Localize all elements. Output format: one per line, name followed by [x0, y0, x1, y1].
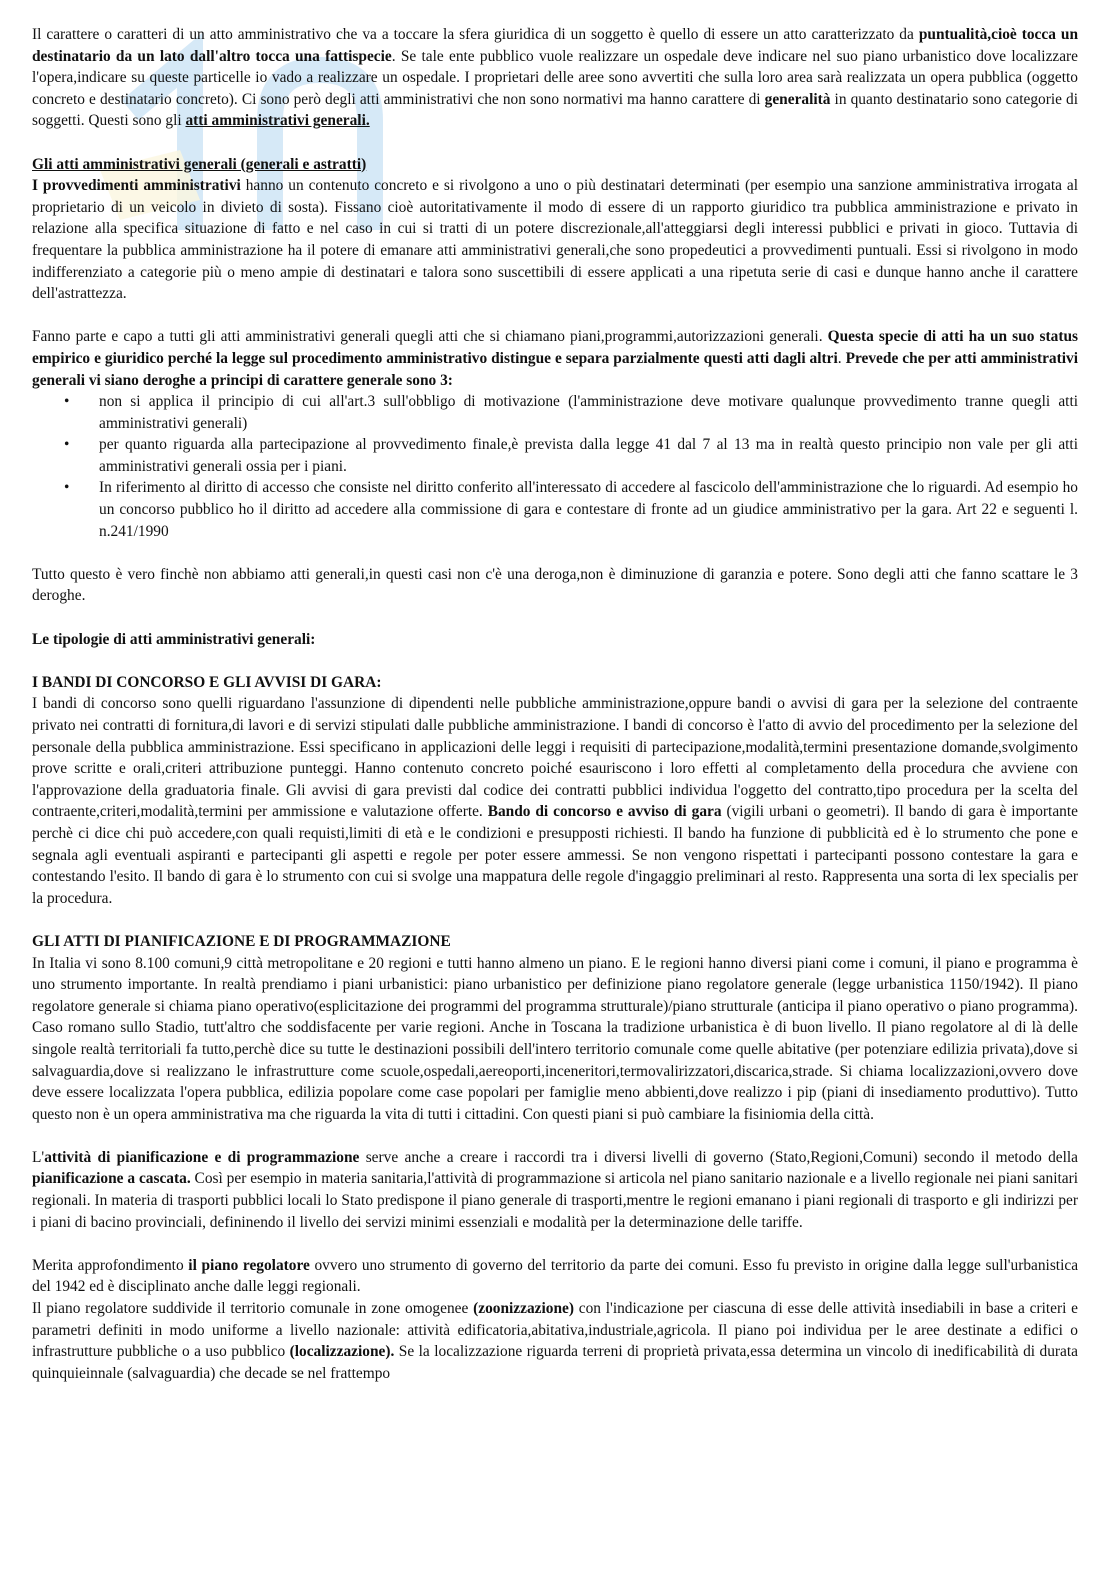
- paragraph-piani-programmi: Fanno parte e capo a tutti gli atti amministrativi generali quegli atti che si chiamano piani,programmi,autorizzazioni generali. Questa specie di atti ha un suo status empirico e giuridico perché la legge sul procedimento amministrativo distingue e separa parzialmente questi atti dagli altri. Prevede che per atti amministrativi generali vi siano deroghe a principi di carattere generale sono 3:: [32, 328, 1078, 389]
- paragraph-deroghe-summary: Tutto questo è vero finchè non abbiamo atti generali,in questi casi non c'è una deroga,non è diminuzione di garanzia e potere. Sono degli atti che fanno scattare le 3 deroghe.: [32, 565, 1078, 605]
- list-item: • In riferimento al diritto di accesso che consiste nel diritto conferito all'interessato di accedere al fascicolo dell'amministrazione che lo riguardi. Ad esempio ho un concorso pubblico ho il diritto ad accedere alla commissione di gara e contestare di fronte ad un giudice amministrativo per la gara. Art 22 e seguenti l. n.241/1990: [64, 479, 1078, 540]
- paragraph-pianificazione: In Italia vi sono 8.100 comuni,9 città metropolitane e 20 regioni e tutti hanno almeno un piano. E le regioni hanno diversi piani come i comuni, il piano e programma è uno strumento importante. In realtà prendiamo i piani urbanistici: piano urbanistico per definizione piano regolatore generale (legge urbanistica 1150/1942). Il piano regolatore generale si chiama piano operativo(esplicitazione dei programmi del programma strutturale)/piano strutturale (anticipa il piano operativo o piano programma). Caso romano sullo Stadio, tutt'altro che soddisfacente per varie regioni. Anche in Toscana la tradizione urbanistica è di buon livello. Il piano regolatore al di là delle singole realtà territoriali fa tutto,perchè dice su tutte le destinazioni possibili dell'intero territorio comunale come quelle abitative (per potenziare edilizia privata),dove si salvaguardia,dove si realizzano le infrastrutture come scuole,ospedali,aereoporti,inceneritori,termovalirizzatori,discarica,strade. Si chiama localizzazioni,ovvero dove deve essere localizzata l'opera pubblica, edilizia popolare come case popolari per famiglie meno abbienti,dove realizzo i pip (piani di insediamento produttivo). Tutto questo non è un opera amministrativa ma che riguarda la vita di tutti i cittadini. Con questi piani si può cambiare la fisiniomia della città.: [32, 954, 1078, 1123]
- section-title-pianificazione: GLI ATTI DI PIANIFICAZIONE E DI PROGRAMMAZIONE: [32, 932, 451, 950]
- paragraph-bandi: I bandi di concorso sono quelli riguardano l'assunzione di dipendenti nelle pubbliche amministrazione,oppure bandi o avvisi di gara per la selezione del contraente privato nei contratti di fornitura,di lavori e di servizi stipulati dalle pubbliche amministrazione. I bandi di concorso è l'atto di avvio del procedimento per la selezione del personale della pubblica amministrazione. Essi specificano in applicazioni delle leggi i requisiti di partecipazione,modalità,termini presentazione domande,svolgimento prove scritte e orali,criteri attribuzione punteggi. Hanno contenuto concreto poiché esauriscono i loro effetti al completamento della procedura che avviene con l'approvazione della graduatoria finale. Gli avvisi di gara previsti dal codice dei contratti pubblici individua l'oggetto del contratto,tipo procedura per la scelta del contraente,criteri,modalità,termini per ammissione e valutazione offerte. Bando di concorso e avviso di gara (vigili urbani o geometri). Il bando di gara è importante perchè ci dice chi può accedere,con quali requisti,limiti di età e le condizioni e presupposti richiesti. Il bando ha funzione di pubblicità ed è lo strumento che pone e segnala agli eventuali aspiranti e partecipanti gli aspetti e regole per poter essere ammessi. Se non vengono rispettati i partecipanti possono contestare la gara e contestando l'esito. Il bando di gara è lo strumento con cui si svolge una mappatura delle regole d'ingaggio preliminari al resto. Rappresenta una sorta di lex specialis per la procedura.: [32, 695, 1078, 907]
- bold-generalita: generalità: [764, 90, 831, 108]
- paragraph-intro: Il carattere o caratteri di un atto amministrativo che va a toccare la sfera giuridica di un soggetto è quello di essere un atto caratterizzato da puntualità,cioè tocca un destinatario da un lato dall'altro tocca una fattispecie. Se tale ente pubblico vuole realizzare un ospedale deve indicare nel suo piano urbanistico dove localizzare l'opera,indicare su queste particelle io vado a realizzare un ospedale. I proprietari delle aree sono avvertiti che sulla loro area sarà realizzata un opera pubblica (oggetto concreto e destinatario concreto). Ci sono però degli atti amministrativi che non sono normativi ma hanno carattere di generalità in quanto destinatario sono categorie di soggetti. Questi sono gli atti amministrativi generali.: [32, 26, 1079, 130]
- tipologie-title: Le tipologie di atti amministrativi generali:: [32, 630, 316, 648]
- bold-puntualita: puntualità,cioè tocca un destinatario da un lato dall'altro tocca una fattispecie: [32, 26, 1079, 65]
- paragraph-attivita-pianificazione: L'attività di pianificazione e di programmazione serve anche a creare i raccordi tra i diversi livelli di governo (Stato,Regioni,Comuni) secondo il metodo della pianificazione a cascata. Così per esempio in materia sanitaria,l'attività di programmazione si articola nel piano sanitario nazionale e a livello regionale nei piani sanitari regionali. In materia di trasporti pubblici locali lo Stato predispone il piano generale di trasporti,mentre le regioni emanano i piani regionali di trasporto e gli indirizzi per i piani di bacino provinciali, defininendo il livello dei servizi minimi essenziali e modalità per la determinazione delle tariffe.: [32, 1148, 1078, 1231]
- bullet-icon: •: [64, 393, 70, 411]
- bold-atti-generali: atti amministrativi generali.: [185, 112, 370, 130]
- section-title-bandi: I BANDI DI CONCORSO E GLI AVVISI DI GARA:: [32, 673, 382, 691]
- bullet-icon: •: [64, 436, 70, 454]
- list-item: • non si applica il principio di cui all'art.3 sull'obbligo di motivazione (l'amministrazione deve motivare qualunque provvedimento tranne quegli atti amministrativi generali): [64, 393, 1078, 432]
- paragraph-provvedimenti: I provvedimenti amministrativi hanno un contenuto concreto e si rivolgono a uno o più destinatari determinati (per esempio una sanzione amministrativa irrogata al proprietario di un veicolo in divieto di sosta). Fissano cioè autoritativamente il modo di essere di un rapporto giuridico tra pubblica amministrazione e privato in relazione alla specifica situazione di fatto e nel caso in cui si tratti di un potere discrezionale,all'atteggiarsi degli interessi pubblici e privati in gioco. Tuttavia di frequentare la pubblica amministrazione ha il potere di emanare atti amministrativi generali,che sono propedeutici a provvedimenti puntuali. Essi si rivolgono in modo indifferenziato a categorie più o meno ampie di destinatari e talora sono suscettibili di essere applicati a una ripetuta serie di casi e dunque hanno anche il carattere dell'astrattezza.: [32, 177, 1078, 303]
- list-item: • per quanto riguarda alla partecipazione al provvedimento finale,è prevista dalla legge 41 dal 7 al 13 ma in realtà questo principio non vale per gli atti amministrativi generali ossia per i piani.: [64, 436, 1078, 475]
- paragraph-piano-regolatore: Merita approfondimento il piano regolatore ovvero uno strumento di governo del territorio da parte dei comuni. Esso fu previsto in origine dalla legge sull'urbanistica del 1942 ed è disciplinato anche dalle leggi regionali.: [32, 1256, 1079, 1296]
- paragraph-zonizzazione: Il piano regolatore suddivide il territorio comunale in zone omogenee (zoonizzazione) con l'indicazione per ciascuna di esse delle attività insediabili in base a criteri e parametri definiti in modo uniforme a livello nazionale: attività edificatoria,abitativa,industriale,agricola. Il piano poi individua per le aree destinate a edifici o infrastrutture pubbliche o a uso pubblico (localizzazione). Se la localizzazione riguarda terreni di proprietà privata,essa determina un vincolo di inedificabilità di durata quinquieinnale (salvaguardia) che decade se nel frattempo: [32, 1300, 1078, 1382]
- deroghe-list: [32, 391, 1078, 542]
- bullet-icon: •: [64, 479, 70, 497]
- document-page: [32, 24, 1078, 1384]
- section-title-atti-generali: Gli atti amministrativi generali (generali e astratti): [32, 155, 367, 173]
